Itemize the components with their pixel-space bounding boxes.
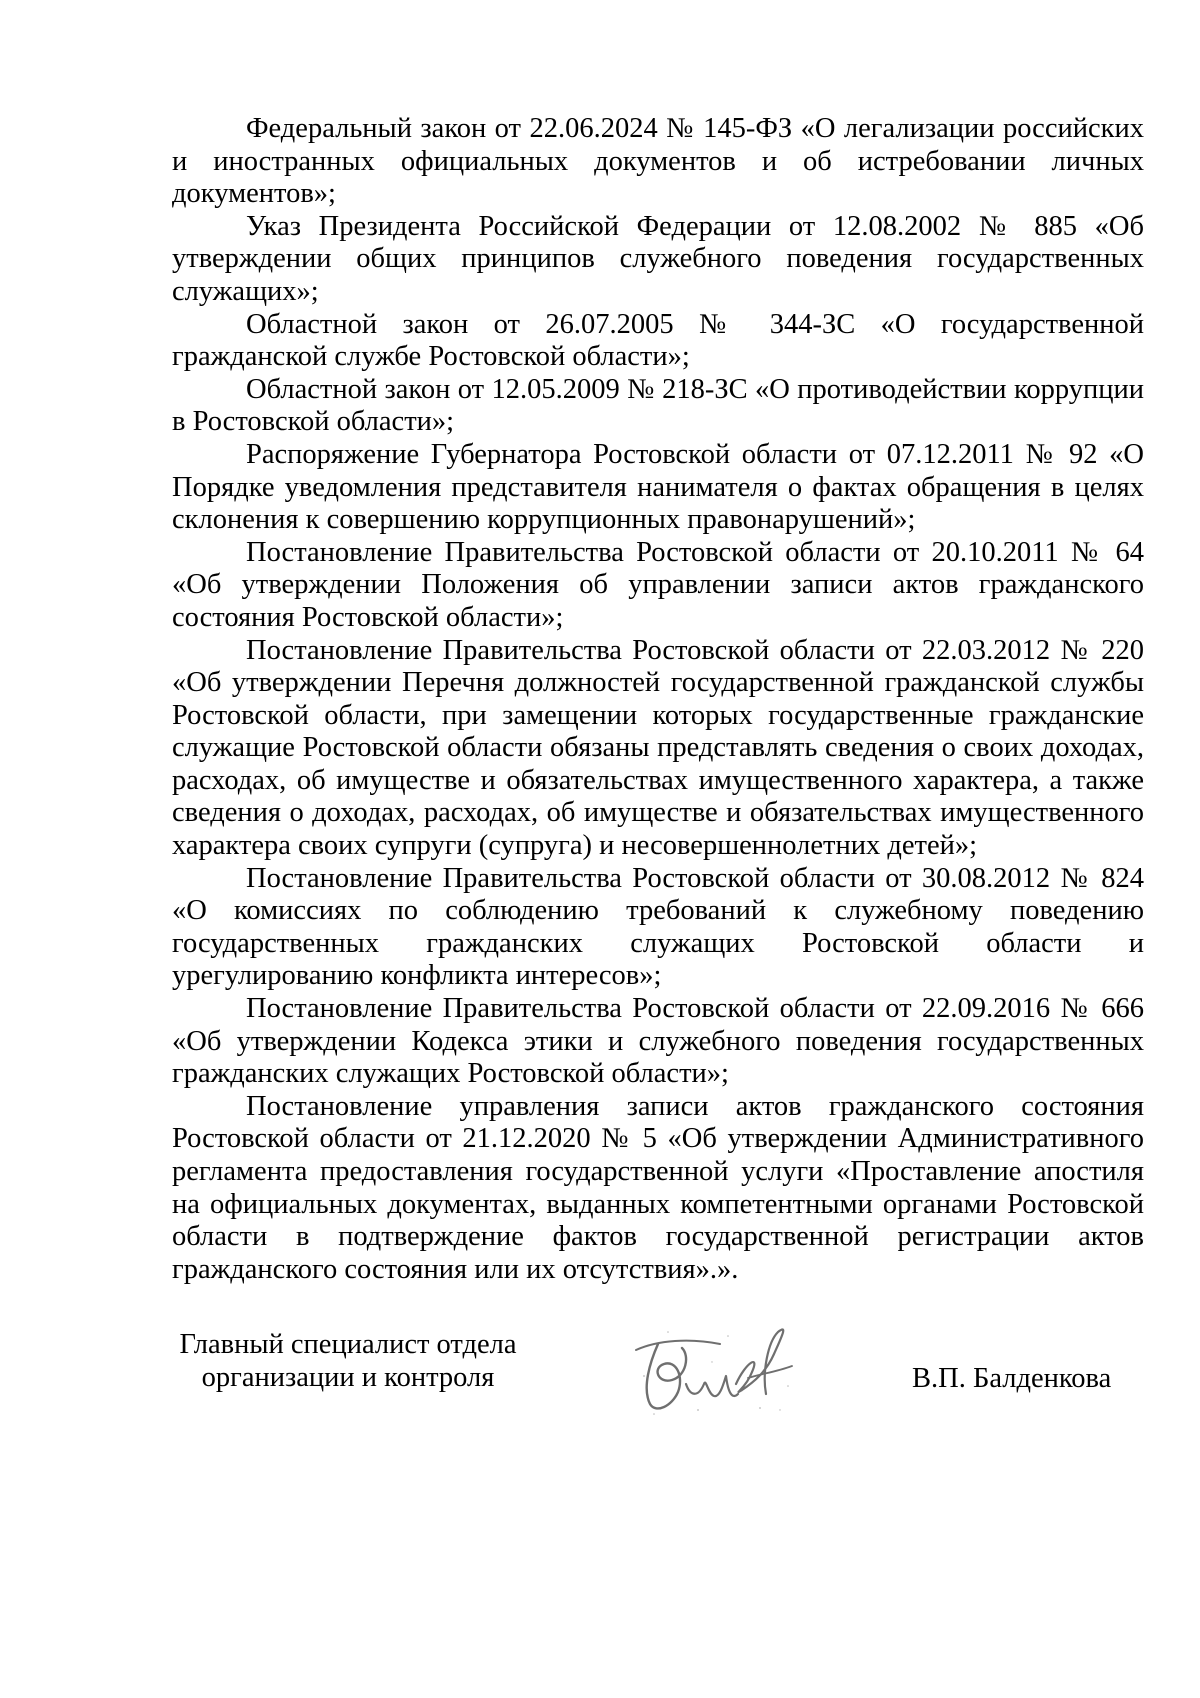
legal-act-item: Федеральный закон от 22.06.2024 № 145-ФЗ «О легализации российских и иностранных официальных документов и об истребовании личных документов»; <box>172 113 1144 210</box>
signer-position-line: Главный специалист отдела <box>179 1329 517 1360</box>
legal-act-item: Постановление Правительства Ростовской области от 20.10.2011 № 64 «Об утверждении Положения об управлении записи актов гражданского состояния Ростовской области»; <box>172 536 1144 633</box>
legal-act-item: Областной закон от 12.05.2009 № 218-ЗС «О противодействии коррупции в Ростовской области»; <box>172 373 1144 438</box>
legal-act-item: Указ Президента Российской Федерации от 12.08.2002 № 885 «Об утверждении общих принципов служебного поведения государственных служащих»; <box>172 210 1144 307</box>
legal-act-item: Областной закон от 26.07.2005 № 344-ЗС «О государственной гражданской службе Ростовской области»; <box>172 308 1144 373</box>
signer-name: В.П. Балденкова <box>912 1363 1112 1394</box>
handwritten-signature <box>628 1314 808 1424</box>
legal-act-item: Распоряжение Губернатора Ростовской области от 07.12.2011 № 92 «О Порядке уведомления представителя нанимателя о фактах обращения в целях склонения к совершению коррупционных правонарушений»; <box>172 438 1144 536</box>
legal-act-item: Постановление управления записи актов гражданского состояния Ростовской области от 21.12.2020 № 5 «Об утверждении Административного регламента предоставления государственной услуги «Проставление апостиля на официальных документах, выданных компетентными органами Ростовской области в подтверждение фактов государственной регистрации актов гражданского состояния или их отсутствия».». <box>172 1090 1144 1285</box>
legal-act-item: Постановление Правительства Ростовской области от 22.03.2012 № 220 «Об утверждении Перечня должностей государственной гражданской службы Ростовской области, при замещении которых государственные гражданские служащие Ростовской области обязаны представлять сведения о своих доходах, расходах, об имуществе и обязательствах имущественного характера, а также сведения о доходах, расходах, об имуществе и обязательствах имущественного характера своих супруги (супруга) и несовершеннолетних детей»; <box>172 634 1144 862</box>
signature-block <box>0 1328 1200 1478</box>
signer-position-line: организации и контроля <box>201 1362 495 1393</box>
legal-act-item: Постановление Правительства Ростовской области от 22.09.2016 № 666 «Об утверждении Кодекса этики и служебного поведения государственных гражданских служащих Ростовской области»; <box>172 993 1144 1090</box>
document-body <box>172 113 1144 1286</box>
legal-act-item: Постановление Правительства Ростовской области от 30.08.2012 № 824 «О комиссиях по соблюдению требований к служебному поведению государственных гражданских служащих Ростовской области и урегулированию конфликта интересов»; <box>172 862 1144 992</box>
signer-position <box>168 1328 528 1394</box>
